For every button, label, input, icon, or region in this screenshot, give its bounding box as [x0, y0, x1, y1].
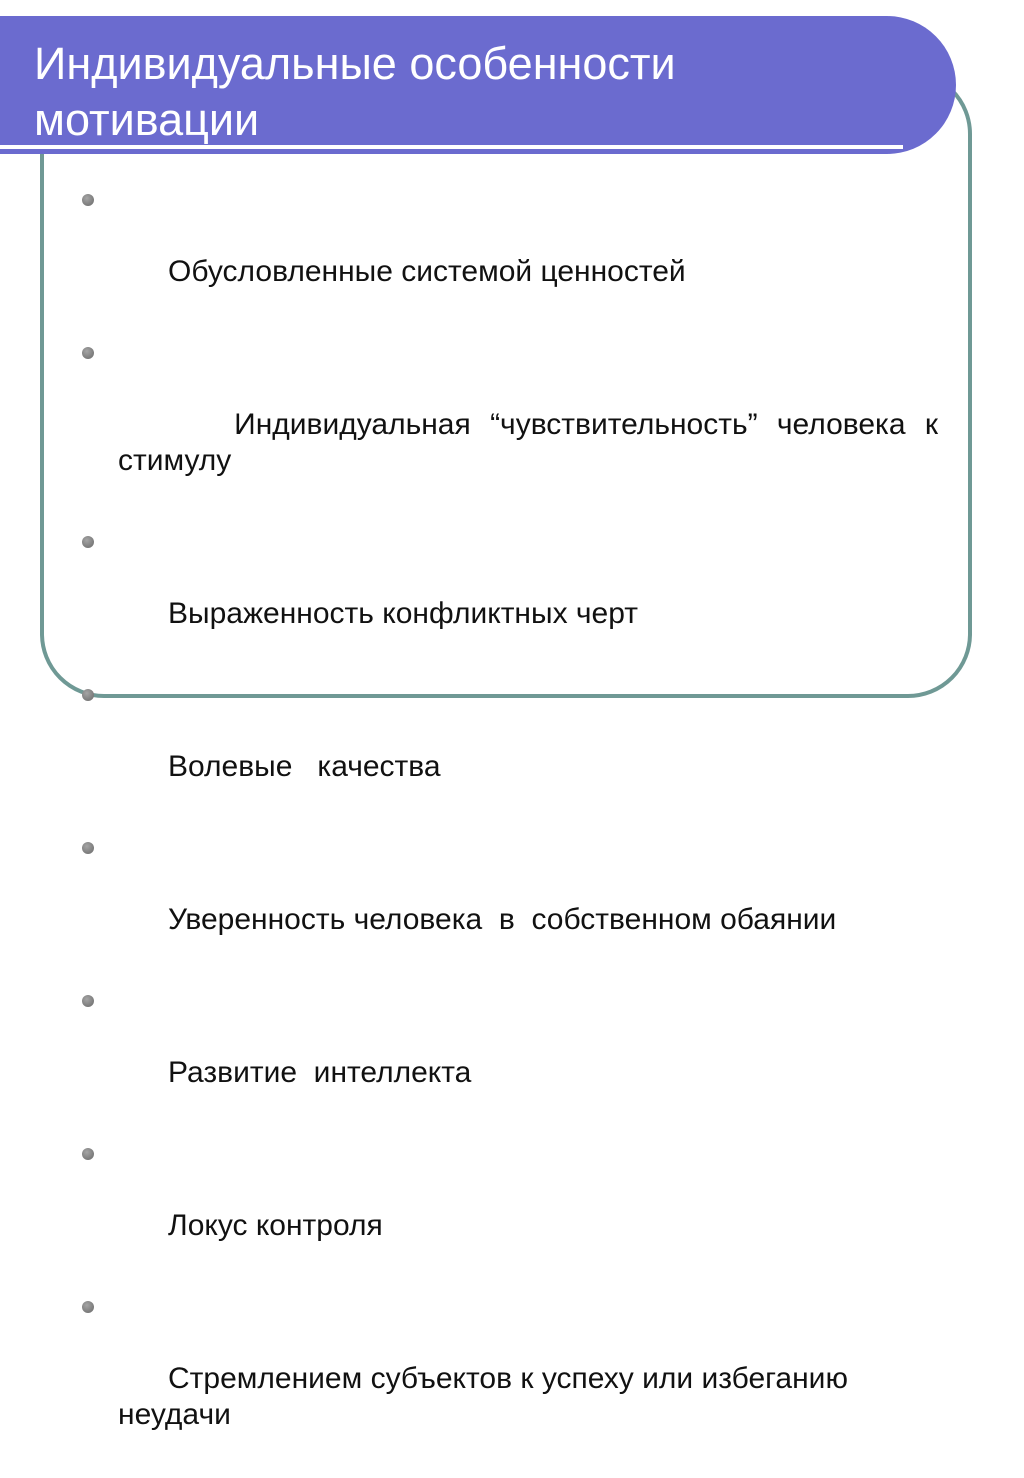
- bullet-text: Уверенность человека в собственном обаянии: [168, 903, 837, 936]
- bullet-dot-icon: [82, 347, 94, 359]
- bullet-dot-icon: [82, 536, 94, 548]
- bullet-item: [80, 983, 938, 1127]
- bullet-dot-icon: [82, 995, 94, 1007]
- slide-title: Индивидуальные особенности мотивации: [34, 38, 676, 145]
- bullet-item: [80, 1136, 938, 1280]
- title-band: [0, 16, 956, 154]
- bullet-text: Локус контроля: [168, 1209, 383, 1242]
- bullet-text: Волевые качества: [168, 750, 441, 783]
- bullet-item: [80, 677, 938, 821]
- bullet-dot-icon: [82, 842, 94, 854]
- bullet-dot-icon: [82, 689, 94, 701]
- bullet-text: Индивидуальная “чувствительность” человека к стимулу: [118, 408, 947, 477]
- bullet-text: Выраженность конфликтных черт: [168, 597, 638, 630]
- bullet-dot-icon: [82, 1301, 94, 1313]
- bullet-item: [80, 335, 947, 515]
- bullet-dot-icon: [82, 194, 94, 206]
- bullet-text: Развитие интеллекта: [168, 1056, 472, 1089]
- bullet-list: [80, 182, 947, 1478]
- bullet-text: Стремлением субъектов к успеху или избеганию неудачи: [118, 1362, 857, 1431]
- bullet-item: [80, 1289, 938, 1469]
- bullet-text: Обусловленные системой ценностей: [168, 255, 686, 288]
- bullet-item: [80, 182, 938, 326]
- bullet-dot-icon: [82, 1148, 94, 1160]
- bullet-item: [80, 830, 938, 974]
- title-underline: [0, 145, 903, 149]
- bullet-item: [80, 524, 938, 668]
